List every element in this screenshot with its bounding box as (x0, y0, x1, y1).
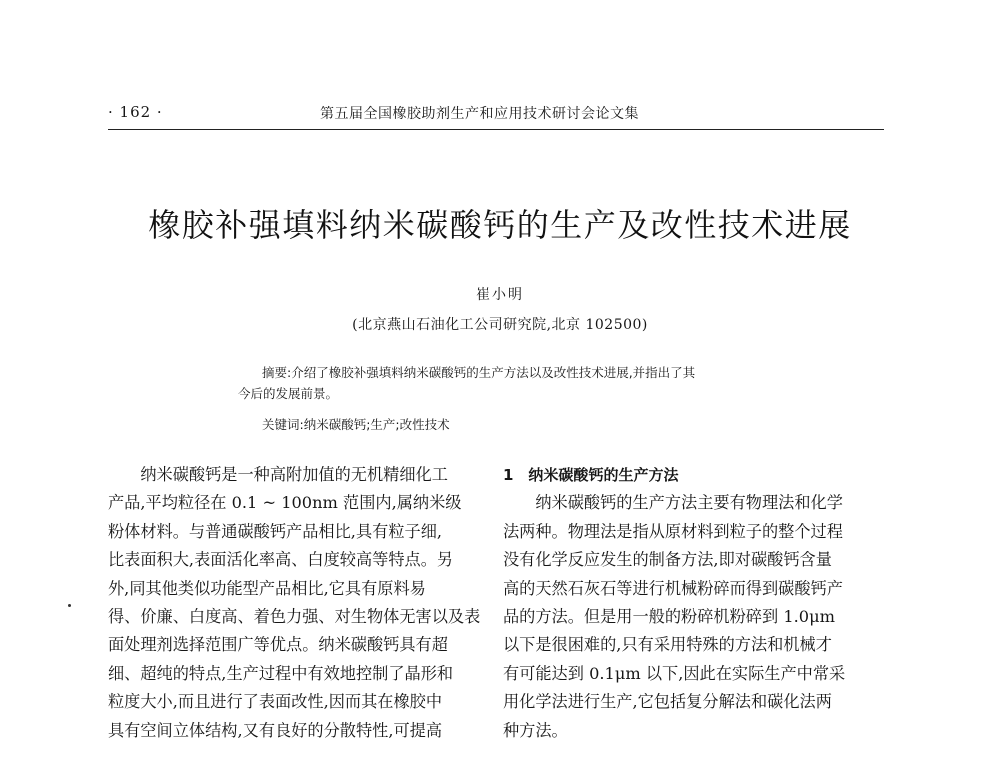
body-line: 粒度大小,而且进行了表面改性,因而其在橡胶中 (108, 692, 443, 712)
body-line: 纳米碳酸钙的生产方法主要有物理法和化学 (503, 493, 843, 513)
body-line: 得、价廉、白度高、着色力强、对生物体无害以及表 (108, 607, 481, 627)
abstract-line-2: 今后的发展前景。 (238, 386, 339, 401)
body-line: 以下是很困难的,只有采用特殊的方法和机械才 (503, 635, 832, 655)
abstract (238, 362, 758, 404)
body-line: 高的天然石灰石等进行机械粉碎而得到碳酸钙产 (503, 578, 843, 598)
page-number: · 162 · (108, 103, 163, 121)
body-line: 外,同其他类似功能型产品相比,它具有原料易 (108, 578, 426, 598)
page-header (108, 101, 884, 125)
author-name: 崔小明 (476, 287, 524, 303)
body-line: 细、超纯的特点,生产过程中有效地控制了晶形和 (108, 663, 454, 683)
body-line: 粉体材料。与普通碳酸钙产品相比,具有粒子细, (108, 521, 443, 541)
body-line: 有可能达到 0.1μm 以下,因此在实际生产中常采 (503, 663, 846, 683)
body-line: 没有化学反应发生的制备方法,即对碳酸钙含量 (503, 550, 832, 570)
keywords: 关键词:纳米碳酸钙;生产;改性技术 (262, 417, 450, 432)
body-line: 种方法。 (503, 720, 568, 740)
body-line: 比表面积大,表面活化率高、白度较高等特点。另 (108, 550, 454, 570)
header-rule (108, 129, 884, 130)
scan-artifact-dot (68, 604, 71, 607)
body-line: 用化学法进行生产,它包括复分解法和碳化法两 (503, 692, 832, 712)
right-column (503, 461, 888, 745)
body-line: 品的方法。但是用一般的粉碎机粉碎到 1.0μm (503, 607, 835, 627)
body-line: 具有空间立体结构,又有良好的分散特性,可提高 (108, 720, 443, 740)
running-title: 第五届全国橡胶助剂生产和应用技术研讨会论文集 (320, 106, 639, 122)
author-affiliation: (北京燕山石油化工公司研究院,北京 102500) (352, 317, 648, 333)
left-column (108, 461, 481, 745)
body-line: 面处理剂选择范围广等优点。纳米碳酸钙具有超 (108, 635, 448, 655)
body-line: 法两种。物理法是指从原材料到粒子的整个过程 (503, 521, 843, 541)
section-heading-1: 1 纳米碳酸钙的生产方法 (503, 466, 679, 484)
body-line: 纳米碳酸钙是一种高附加值的无机精细化工 (108, 465, 448, 484)
paper-title: 橡胶补强填料纳米碳酸钙的生产及改性技术进展 (148, 206, 852, 244)
body-line: 产品,平均粒径在 0.1 ~ 100nm 范围内,属纳米级 (108, 493, 462, 513)
abstract-line-1: 摘要:介绍了橡胶补强填料纳米碳酸钙的生产方法以及改性技术进展,并指出了其 (262, 365, 696, 380)
